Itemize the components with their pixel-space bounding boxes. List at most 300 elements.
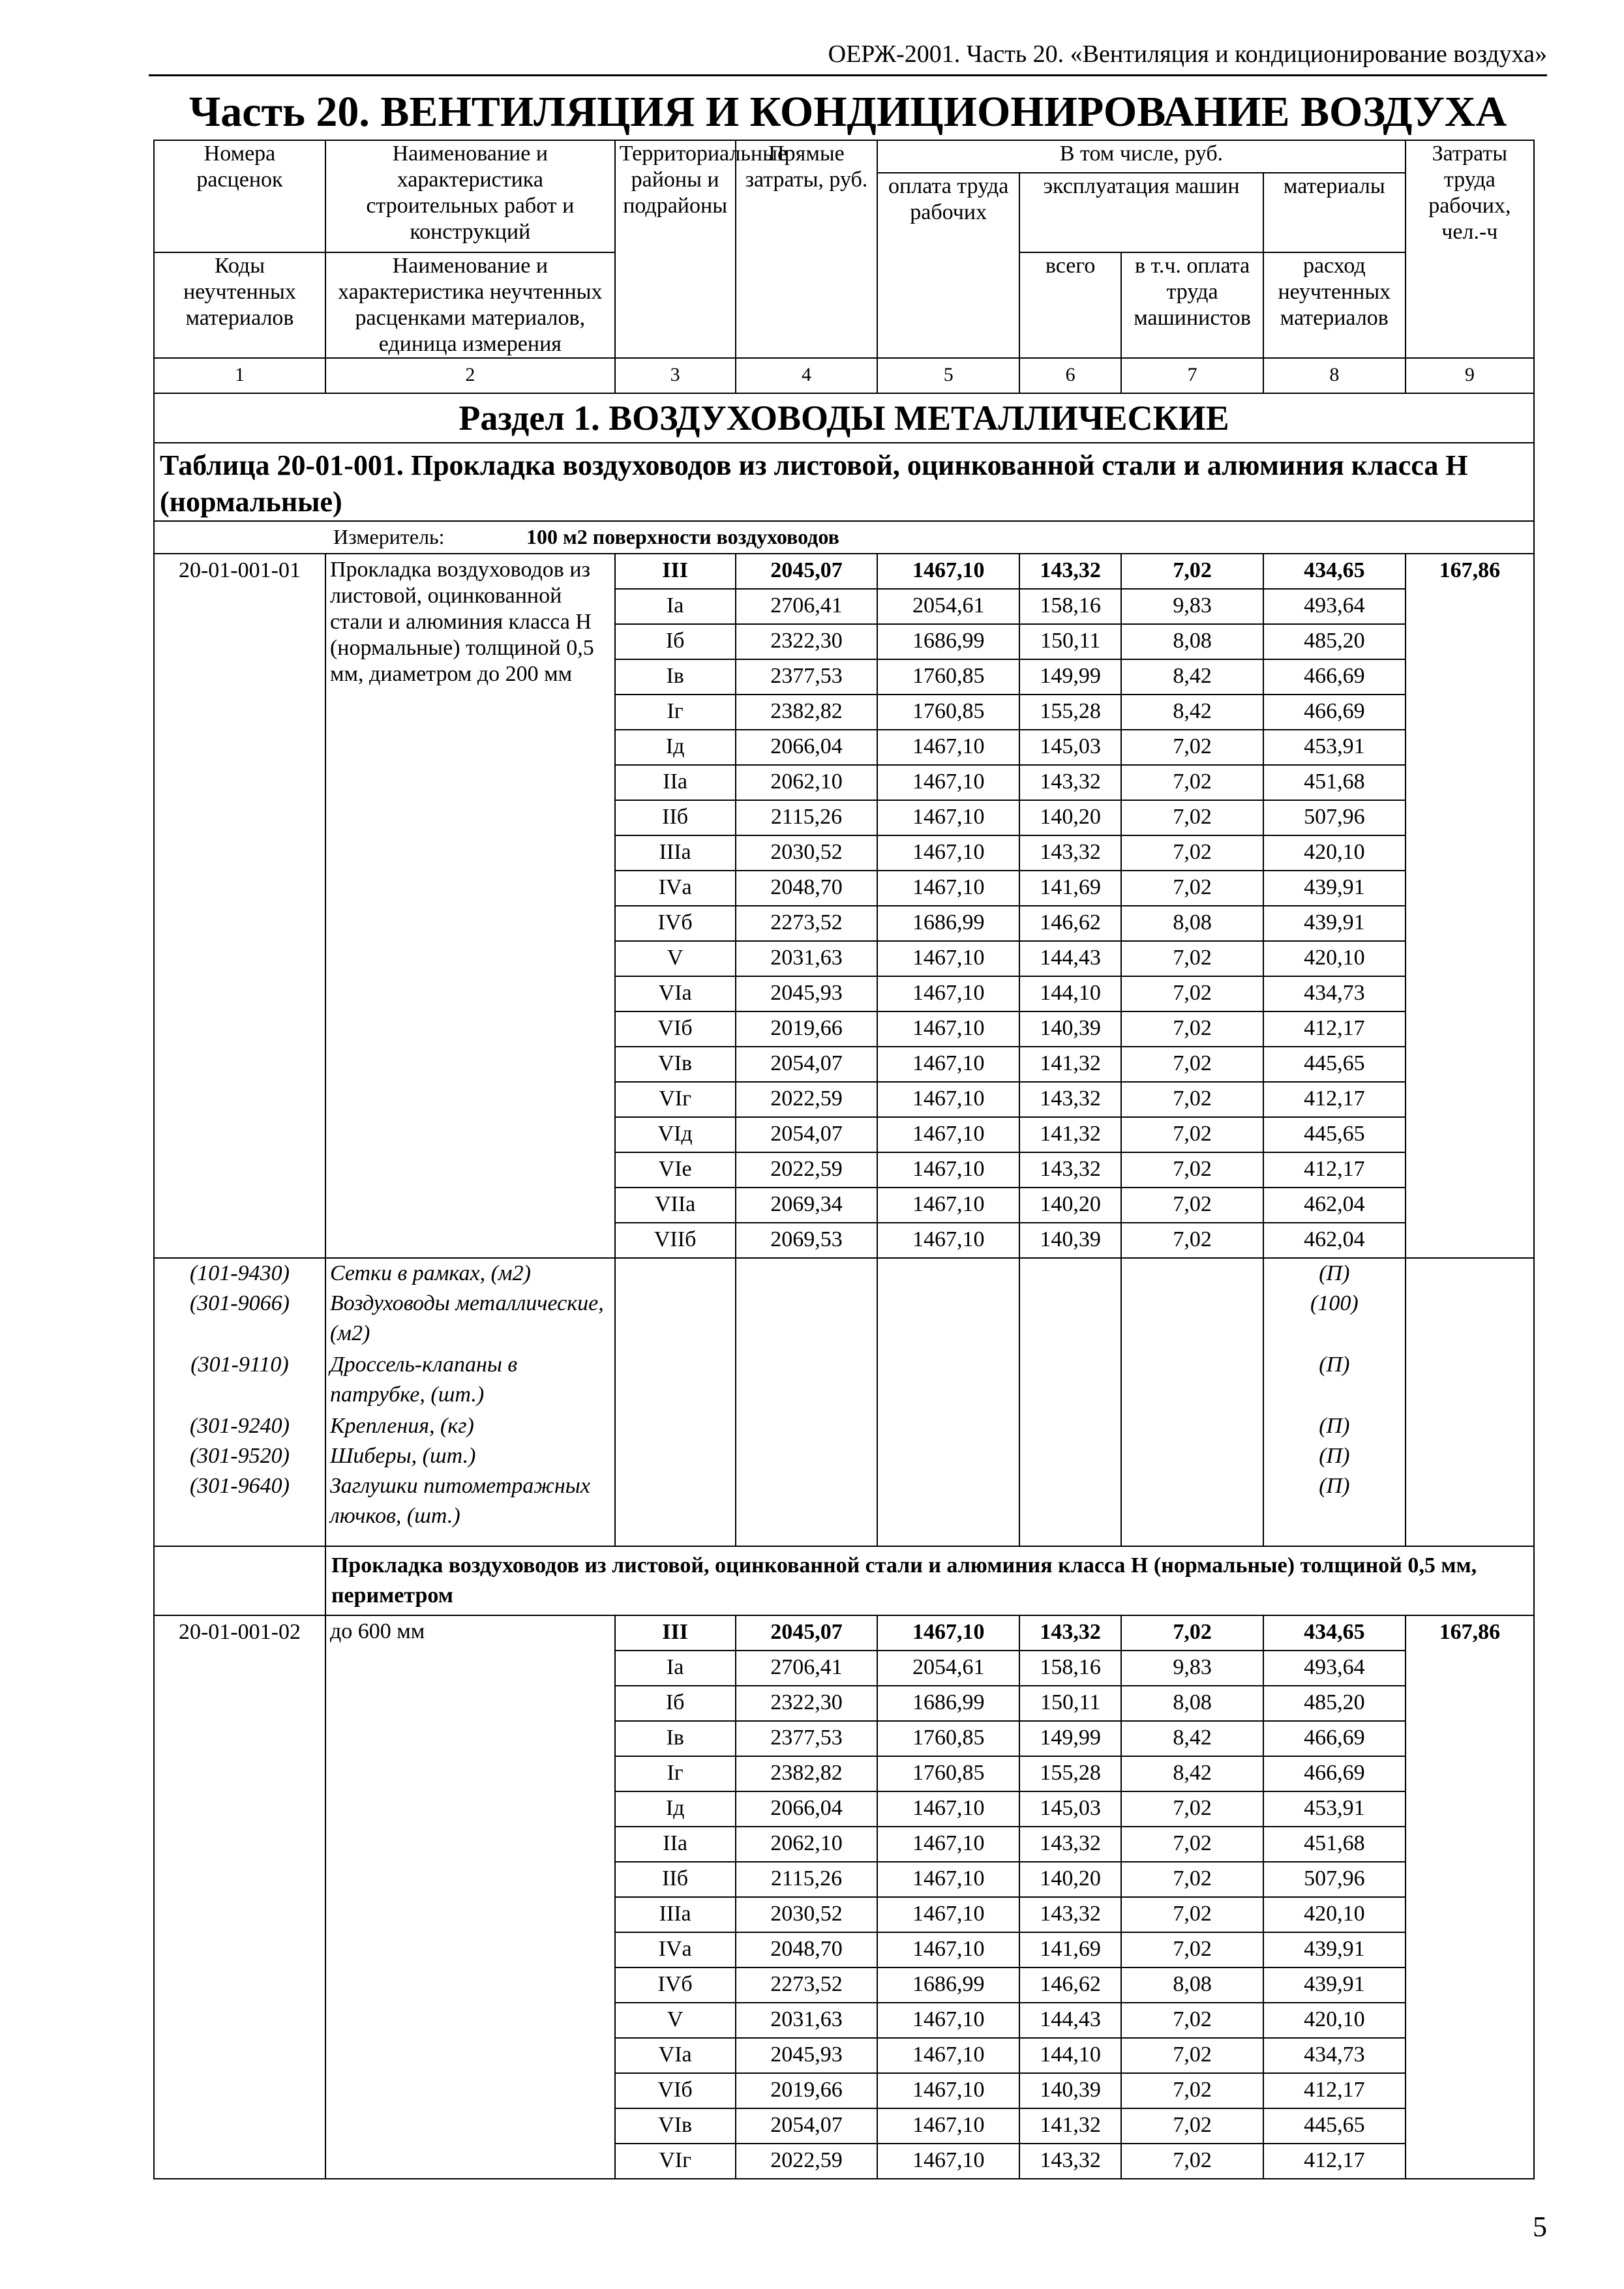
materials-cell: 439,91: [1263, 1967, 1406, 2003]
machines-cell: 140,20: [1019, 1188, 1121, 1223]
machines-cell: 150,11: [1019, 1686, 1121, 1721]
wages-cell: 1467,10: [877, 976, 1019, 1011]
empty-cell: [736, 1258, 878, 1289]
materials-cell: 453,91: [1263, 730, 1406, 765]
operator-wages-cell: 8,08: [1121, 1967, 1263, 2003]
materials-cell: 420,10: [1263, 1897, 1406, 1932]
operator-wages-cell: 7,02: [1121, 2073, 1263, 2108]
machines-cell: 143,32: [1019, 1082, 1121, 1117]
materials-cell: 439,91: [1263, 906, 1406, 941]
material-code: (301-9520): [154, 1441, 325, 1471]
operator-wages-cell: 9,83: [1121, 589, 1263, 624]
material-row: [154, 1441, 1534, 1471]
column-number: 8: [1263, 358, 1406, 393]
machines-cell: 145,03: [1019, 730, 1121, 765]
measurer-value: 100 м2 поверхности воздуховодов: [526, 525, 839, 548]
territory-cell: VIIб: [615, 1223, 736, 1258]
wages-cell: 1760,85: [877, 695, 1019, 730]
empty-cell: [1019, 1289, 1121, 1350]
direct-costs-cell: 2045,07: [736, 554, 878, 589]
materials-cell: 507,96: [1263, 800, 1406, 835]
direct-costs-cell: 2377,53: [736, 1721, 878, 1756]
empty-cell: [615, 1289, 736, 1350]
material-quantity: (П): [1263, 1471, 1406, 1546]
territory-cell: IVа: [615, 1932, 736, 1967]
direct-costs-cell: 2054,07: [736, 2108, 878, 2144]
column-number: 2: [325, 358, 615, 393]
materials-cell: 445,65: [1263, 2108, 1406, 2144]
direct-costs-cell: 2045,07: [736, 1615, 878, 1651]
territory-cell: VIв: [615, 1047, 736, 1082]
wages-cell: 1467,10: [877, 800, 1019, 835]
territory-cell: VIг: [615, 1082, 736, 1117]
machines-cell: 143,32: [1019, 835, 1121, 871]
col-materials-header: материалы: [1263, 173, 1406, 252]
material-name: Дроссель-клапаны в патрубке, (шт.): [325, 1350, 615, 1411]
measurer-label: Измеритель:: [333, 525, 445, 548]
materials-cell: 439,91: [1263, 871, 1406, 906]
direct-costs-cell: 2022,59: [736, 1152, 878, 1188]
direct-costs-cell: 2048,70: [736, 871, 878, 906]
empty-cell: [615, 1258, 736, 1289]
empty-cell: [877, 1471, 1019, 1546]
territory-cell: VIа: [615, 976, 736, 1011]
materials-cell: 412,17: [1263, 2073, 1406, 2108]
territory-cell: Iг: [615, 695, 736, 730]
direct-costs-cell: 2019,66: [736, 2073, 878, 2108]
materials-cell: 434,73: [1263, 976, 1406, 1011]
col-wages-header: оплата труда рабочих: [877, 173, 1019, 358]
empty-cell: [1121, 1441, 1263, 1471]
direct-costs-cell: 2273,52: [736, 1967, 878, 2003]
territory-cell: Iв: [615, 659, 736, 695]
territory-cell: IVа: [615, 871, 736, 906]
wages-cell: 1467,10: [877, 2003, 1019, 2038]
empty-cell: [736, 1441, 878, 1471]
materials-cell: 493,64: [1263, 589, 1406, 624]
operator-wages-cell: 7,02: [1121, 2108, 1263, 2144]
direct-costs-cell: 2054,07: [736, 1117, 878, 1152]
machines-cell: 143,32: [1019, 765, 1121, 800]
wages-cell: 1686,99: [877, 1686, 1019, 1721]
empty-cell: [736, 1411, 878, 1441]
wages-cell: 1760,85: [877, 659, 1019, 695]
wages-cell: 1467,10: [877, 1188, 1019, 1223]
operator-wages-cell: 8,08: [1121, 1686, 1263, 1721]
direct-costs-cell: 2069,53: [736, 1223, 878, 1258]
materials-cell: 493,64: [1263, 1651, 1406, 1686]
table-title: Таблица 20-01-001. Прокладка воздуховодов из листовой, оцинкованной стали и алюминия класса Н (нормальные): [154, 443, 1534, 521]
direct-costs-cell: 2706,41: [736, 589, 878, 624]
operator-wages-cell: 7,02: [1121, 765, 1263, 800]
operator-wages-cell: 8,42: [1121, 1721, 1263, 1756]
material-row: [154, 1350, 1534, 1411]
material-quantity: (П): [1263, 1350, 1406, 1411]
operator-wages-cell: 7,02: [1121, 2144, 1263, 2179]
direct-costs-cell: 2273,52: [736, 906, 878, 941]
material-name: Шиберы, (шт.): [325, 1441, 615, 1471]
empty-cell: [615, 1350, 736, 1411]
direct-costs-cell: 2022,59: [736, 1082, 878, 1117]
materials-cell: 462,04: [1263, 1188, 1406, 1223]
page-number: 5: [1533, 2211, 1547, 2243]
machines-cell: 155,28: [1019, 1756, 1121, 1791]
rates-table: [153, 140, 1535, 2179]
empty-cell: [1406, 1258, 1534, 1289]
empty-cell: [877, 1441, 1019, 1471]
empty-cell: [1121, 1411, 1263, 1441]
rate-code: 20-01-001-02: [154, 1615, 325, 2179]
materials-cell: 453,91: [1263, 1791, 1406, 1827]
table-row: [154, 1615, 1534, 1651]
direct-costs-cell: 2031,63: [736, 941, 878, 976]
empty-cell: [615, 1411, 736, 1441]
column-number: 1: [154, 358, 325, 393]
machines-cell: 141,69: [1019, 871, 1121, 906]
col-territory-header: Территориальные районы и подрайоны: [615, 140, 736, 358]
empty-cell: [1121, 1258, 1263, 1289]
direct-costs-cell: 2382,82: [736, 1756, 878, 1791]
machines-cell: 140,39: [1019, 1223, 1121, 1258]
machines-cell: 141,32: [1019, 2108, 1121, 2144]
wages-cell: 1467,10: [877, 1862, 1019, 1897]
operator-wages-cell: 8,08: [1121, 624, 1263, 659]
territory-cell: VIб: [615, 1011, 736, 1047]
machines-cell: 158,16: [1019, 1651, 1121, 1686]
rate-code: 20-01-001-01: [154, 554, 325, 1258]
direct-costs-cell: 2045,93: [736, 976, 878, 1011]
materials-cell: 420,10: [1263, 2003, 1406, 2038]
wages-cell: 2054,61: [877, 1651, 1019, 1686]
material-code: (101-9430): [154, 1258, 325, 1289]
territory-cell: VIг: [615, 2144, 736, 2179]
operator-wages-cell: 7,02: [1121, 1152, 1263, 1188]
direct-costs-cell: 2062,10: [736, 765, 878, 800]
wages-cell: 1467,10: [877, 2144, 1019, 2179]
operator-wages-cell: 8,42: [1121, 1756, 1263, 1791]
material-row: [154, 1411, 1534, 1441]
operator-wages-cell: 7,02: [1121, 1117, 1263, 1152]
running-head: ОЕРЖ-2001. Часть 20. «Вентиляция и кондиционирование воздуха»: [149, 34, 1547, 76]
machines-cell: 143,32: [1019, 2144, 1121, 2179]
empty-cell: [1406, 1350, 1534, 1411]
operator-wages-cell: 7,02: [1121, 1223, 1263, 1258]
operator-wages-cell: 7,02: [1121, 1011, 1263, 1047]
territory-cell: III: [615, 1615, 736, 1651]
material-name: Сетки в рамках, (м2): [325, 1258, 615, 1289]
territory-cell: VIIа: [615, 1188, 736, 1223]
wages-cell: 1467,10: [877, 1082, 1019, 1117]
empty-cell: [736, 1289, 878, 1350]
col-direct-costs-header: Прямые затраты, руб.: [736, 140, 878, 358]
machines-cell: 141,69: [1019, 1932, 1121, 1967]
direct-costs-cell: 2706,41: [736, 1651, 878, 1686]
materials-cell: 466,69: [1263, 1756, 1406, 1791]
empty-cell: [1406, 1471, 1534, 1546]
empty-cell: [1406, 1289, 1534, 1350]
labor-costs-cell: 167,86: [1406, 554, 1534, 1258]
territory-cell: IIб: [615, 800, 736, 835]
territory-cell: Iв: [615, 1721, 736, 1756]
wages-cell: 1467,10: [877, 2108, 1019, 2144]
direct-costs-cell: 2019,66: [736, 1011, 878, 1047]
direct-costs-cell: 2069,34: [736, 1188, 878, 1223]
empty-cell: [877, 1411, 1019, 1441]
machines-cell: 146,62: [1019, 1967, 1121, 2003]
direct-costs-cell: 2030,52: [736, 1897, 878, 1932]
operator-wages-cell: 7,02: [1121, 800, 1263, 835]
operator-wages-cell: 7,02: [1121, 1188, 1263, 1223]
materials-cell: 466,69: [1263, 1721, 1406, 1756]
wages-cell: 1467,10: [877, 1932, 1019, 1967]
direct-costs-cell: 2045,93: [736, 2038, 878, 2073]
material-code: (301-9066): [154, 1289, 325, 1350]
territory-cell: Iа: [615, 1651, 736, 1686]
rate-description: до 600 мм: [325, 1615, 615, 2179]
machines-cell: 149,99: [1019, 659, 1121, 695]
territory-cell: IIа: [615, 765, 736, 800]
labor-costs-cell: 167,86: [1406, 1615, 1534, 2179]
wages-cell: 1467,10: [877, 1047, 1019, 1082]
wages-cell: 1467,10: [877, 1791, 1019, 1827]
wages-cell: 1686,99: [877, 624, 1019, 659]
machines-cell: 143,32: [1019, 554, 1121, 589]
empty-cell: [736, 1471, 878, 1546]
material-quantity: (100): [1263, 1289, 1406, 1350]
wages-cell: 1467,10: [877, 1117, 1019, 1152]
direct-costs-cell: 2115,26: [736, 800, 878, 835]
materials-cell: 420,10: [1263, 835, 1406, 871]
direct-costs-cell: 2048,70: [736, 1932, 878, 1967]
direct-costs-cell: 2022,59: [736, 2144, 878, 2179]
table-row: [154, 554, 1534, 589]
col-rate-numbers-header: Номера расценок: [154, 140, 325, 252]
col-work-name-header: Наименование и характеристика строительных работ и конструкций: [325, 140, 615, 252]
empty-cell: [615, 1471, 736, 1546]
materials-cell: 462,04: [1263, 1223, 1406, 1258]
wages-cell: 1760,85: [877, 1756, 1019, 1791]
machines-cell: 158,16: [1019, 589, 1121, 624]
wages-cell: 1467,10: [877, 1223, 1019, 1258]
materials-cell: 466,69: [1263, 659, 1406, 695]
subheading: Прокладка воздуховодов из листовой, оцинкованной стали и алюминия класса Н (нормальные) толщиной 0,5 мм, периметром: [325, 1546, 1534, 1615]
column-number: 6: [1019, 358, 1121, 393]
empty-cell: [1406, 1441, 1534, 1471]
machines-cell: 143,32: [1019, 1897, 1121, 1932]
territory-cell: Iд: [615, 730, 736, 765]
empty-cell: [1019, 1258, 1121, 1289]
machines-cell: 140,20: [1019, 1862, 1121, 1897]
material-code: (301-9110): [154, 1350, 325, 1411]
wages-cell: 2054,61: [877, 589, 1019, 624]
materials-cell: 434,73: [1263, 2038, 1406, 2073]
wages-cell: 1467,10: [877, 1827, 1019, 1862]
operator-wages-cell: 7,02: [1121, 730, 1263, 765]
materials-cell: 434,65: [1263, 554, 1406, 589]
machines-cell: 140,20: [1019, 800, 1121, 835]
subheading-row: [154, 1546, 1534, 1615]
part-title: Часть 20. ВЕНТИЛЯЦИЯ И КОНДИЦИОНИРОВАНИЕ ВОЗДУХА: [188, 88, 1507, 136]
material-code: (301-9640): [154, 1471, 325, 1546]
operator-wages-cell: 7,02: [1121, 835, 1263, 871]
territory-cell: IIIа: [615, 1897, 736, 1932]
operator-wages-cell: 7,02: [1121, 2038, 1263, 2073]
territory-cell: V: [615, 941, 736, 976]
direct-costs-cell: 2054,07: [736, 1047, 878, 1082]
territory-cell: IIб: [615, 1862, 736, 1897]
operator-wages-cell: 7,02: [1121, 976, 1263, 1011]
empty-cell: [1019, 1471, 1121, 1546]
materials-cell: 412,17: [1263, 2144, 1406, 2179]
wages-cell: 1686,99: [877, 906, 1019, 941]
empty-cell: [877, 1350, 1019, 1411]
material-name: Воздуховоды металлические, (м2): [325, 1289, 615, 1350]
empty-cell: [1121, 1471, 1263, 1546]
empty-cell: [1019, 1411, 1121, 1441]
materials-cell: 445,65: [1263, 1117, 1406, 1152]
operator-wages-cell: 7,02: [1121, 1047, 1263, 1082]
wages-cell: 1467,10: [877, 765, 1019, 800]
column-number: 4: [736, 358, 878, 393]
materials-cell: 485,20: [1263, 624, 1406, 659]
machines-cell: 143,32: [1019, 1152, 1121, 1188]
material-quantity: (П): [1263, 1411, 1406, 1441]
operator-wages-cell: 7,02: [1121, 871, 1263, 906]
section-title: Раздел 1. ВОЗДУХОВОДЫ МЕТАЛЛИЧЕСКИЕ: [154, 393, 1534, 443]
wages-cell: 1760,85: [877, 1721, 1019, 1756]
wages-cell: 1686,99: [877, 1967, 1019, 2003]
empty-cell: [1121, 1289, 1263, 1350]
wages-cell: 1467,10: [877, 1152, 1019, 1188]
col-machines-total-header: всего: [1019, 252, 1121, 358]
material-quantity: (П): [1263, 1258, 1406, 1289]
operator-wages-cell: 7,02: [1121, 941, 1263, 976]
direct-costs-cell: 2031,63: [736, 2003, 878, 2038]
operator-wages-cell: 7,02: [1121, 554, 1263, 589]
territory-cell: Iа: [615, 589, 736, 624]
machines-cell: 140,39: [1019, 2073, 1121, 2108]
operator-wages-cell: 7,02: [1121, 1862, 1263, 1897]
materials-cell: 420,10: [1263, 941, 1406, 976]
direct-costs-cell: 2066,04: [736, 730, 878, 765]
territory-cell: Iг: [615, 1756, 736, 1791]
machines-cell: 143,32: [1019, 1827, 1121, 1862]
wages-cell: 1467,10: [877, 1011, 1019, 1047]
territory-cell: IVб: [615, 1967, 736, 2003]
column-number: 7: [1121, 358, 1263, 393]
materials-cell: 412,17: [1263, 1152, 1406, 1188]
empty-cell: [1019, 1441, 1121, 1471]
territory-cell: Iб: [615, 1686, 736, 1721]
materials-cell: 451,68: [1263, 765, 1406, 800]
machines-cell: 144,10: [1019, 976, 1121, 1011]
machines-cell: 144,43: [1019, 2003, 1121, 2038]
direct-costs-cell: 2115,26: [736, 1862, 878, 1897]
machines-cell: 155,28: [1019, 695, 1121, 730]
territory-cell: VIв: [615, 2108, 736, 2144]
machines-cell: 141,32: [1019, 1117, 1121, 1152]
materials-cell: 507,96: [1263, 1862, 1406, 1897]
column-numbers-row: [154, 358, 1534, 393]
col-material-usage-header: расход неучтенных материалов: [1263, 252, 1406, 358]
wages-cell: 1467,10: [877, 2038, 1019, 2073]
material-row: [154, 1289, 1534, 1350]
direct-costs-cell: 2322,30: [736, 1686, 878, 1721]
rate-description: Прокладка воздуховодов из листовой, оцинкованной стали и алюминия класса Н (нормальные) толщиной 0,5 мм, диаметром до 200 мм: [325, 554, 615, 1258]
direct-costs-cell: 2382,82: [736, 695, 878, 730]
material-row: [154, 1471, 1534, 1546]
measurer: [154, 521, 1534, 554]
material-name: Крепления, (кг): [325, 1411, 615, 1441]
col-machines-header: эксплуатация машин: [1019, 173, 1263, 252]
col-material-codes-header: Коды неучтенных материалов: [154, 252, 325, 358]
operator-wages-cell: 7,02: [1121, 1791, 1263, 1827]
empty-cell: [1406, 1411, 1534, 1441]
machines-cell: 140,39: [1019, 1011, 1121, 1047]
materials-cell: 412,17: [1263, 1082, 1406, 1117]
direct-costs-cell: 2377,53: [736, 659, 878, 695]
wages-cell: 1467,10: [877, 730, 1019, 765]
col-material-name-header: Наименование и характеристика неучтенных расценками материалов, единица измерения: [325, 252, 615, 358]
operator-wages-cell: 8,08: [1121, 906, 1263, 941]
wages-cell: 1467,10: [877, 1615, 1019, 1651]
territory-cell: IIа: [615, 1827, 736, 1862]
territory-cell: III: [615, 554, 736, 589]
materials-cell: 445,65: [1263, 1047, 1406, 1082]
column-number: 5: [877, 358, 1019, 393]
empty-cell: [877, 1289, 1019, 1350]
materials-cell: 439,91: [1263, 1932, 1406, 1967]
territory-cell: VIе: [615, 1152, 736, 1188]
machines-cell: 144,43: [1019, 941, 1121, 976]
material-code: (301-9240): [154, 1411, 325, 1441]
empty-cell: [1019, 1350, 1121, 1411]
wages-cell: 1467,10: [877, 2073, 1019, 2108]
column-number: 9: [1406, 358, 1534, 393]
territory-cell: Iд: [615, 1791, 736, 1827]
wages-cell: 1467,10: [877, 835, 1019, 871]
operator-wages-cell: 8,42: [1121, 695, 1263, 730]
material-row: [154, 1258, 1534, 1289]
machines-cell: 145,03: [1019, 1791, 1121, 1827]
materials-cell: 434,65: [1263, 1615, 1406, 1651]
col-group-header: В том числе, руб.: [877, 140, 1405, 173]
territory-cell: VIб: [615, 2073, 736, 2108]
territory-cell: IVб: [615, 906, 736, 941]
territory-cell: VIд: [615, 1117, 736, 1152]
empty-cell: [736, 1350, 878, 1411]
territory-cell: VIа: [615, 2038, 736, 2073]
operator-wages-cell: 7,02: [1121, 1615, 1263, 1651]
direct-costs-cell: 2066,04: [736, 1791, 878, 1827]
direct-costs-cell: 2062,10: [736, 1827, 878, 1862]
material-quantity: (П): [1263, 1441, 1406, 1471]
empty-cell: [877, 1258, 1019, 1289]
empty-cell: [1121, 1350, 1263, 1411]
operator-wages-cell: 7,02: [1121, 1827, 1263, 1862]
empty-cell: [154, 1546, 325, 1615]
machines-cell: 141,32: [1019, 1047, 1121, 1082]
col-operator-wages-header: в т.ч. оплата труда машинистов: [1121, 252, 1263, 358]
operator-wages-cell: 7,02: [1121, 2003, 1263, 2038]
materials-cell: 451,68: [1263, 1827, 1406, 1862]
wages-cell: 1467,10: [877, 871, 1019, 906]
operator-wages-cell: 7,02: [1121, 1082, 1263, 1117]
territory-cell: V: [615, 2003, 736, 2038]
column-number: 3: [615, 358, 736, 393]
machines-cell: 149,99: [1019, 1721, 1121, 1756]
territory-cell: Iб: [615, 624, 736, 659]
